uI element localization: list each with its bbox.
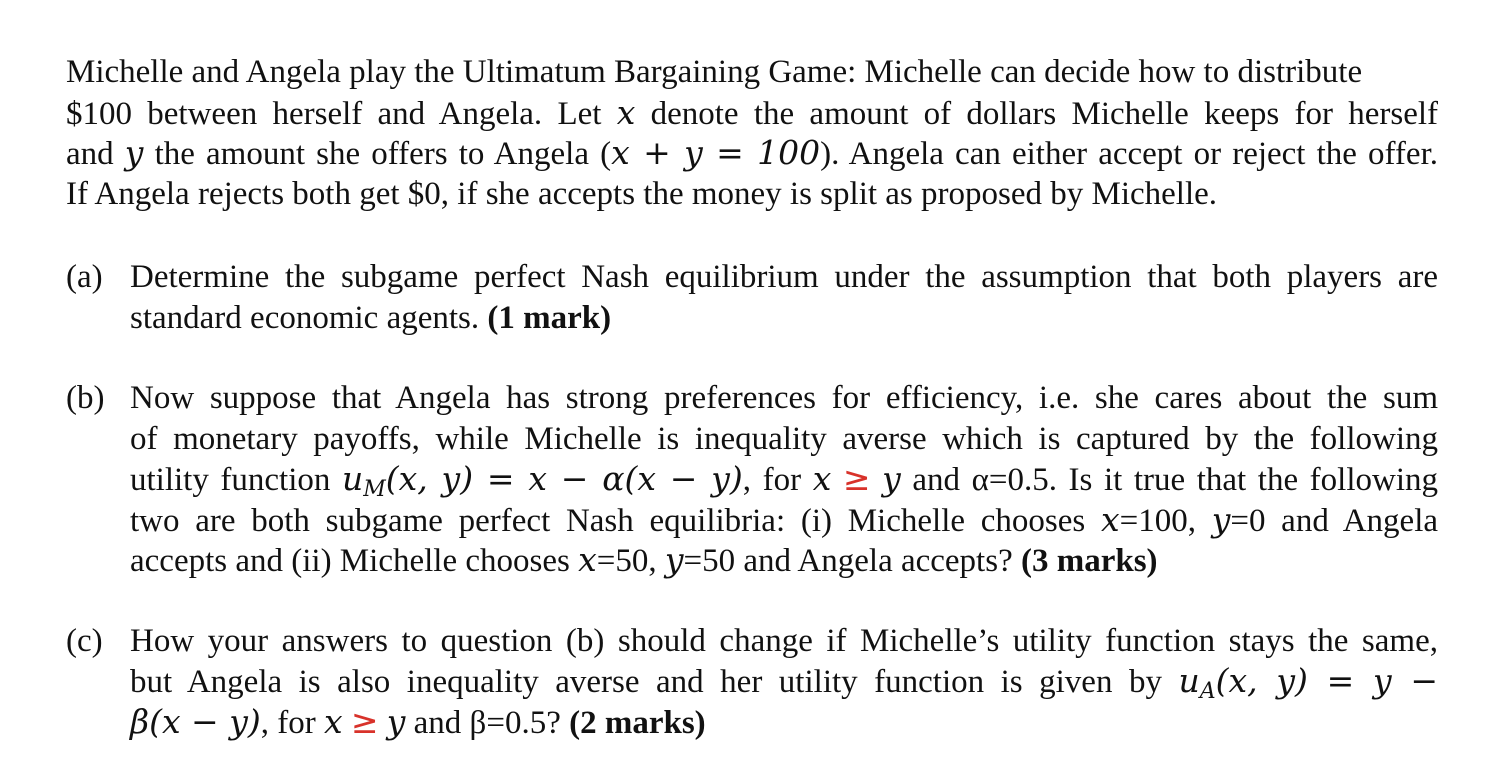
question-label: (b) [66, 380, 105, 416]
question-a-line-2: standard economic agents. (1 mark) [130, 299, 612, 336]
question-b-line-3: utility function $u_M(x$, y) = x − α(x − y), for x ≥ y and α=0.5. Is it true that the following [130, 459, 1439, 502]
math-x: x [616, 92, 636, 132]
math-y: y [124, 133, 144, 172]
question-c-line-3: β(x − y), for x ≥ y and β=0.5? (2 marks) [130, 701, 706, 741]
question-a-line-1: Determine the subgame perfect Nash equilibrium under the assumption that both players are [130, 259, 1438, 295]
utility-function-a: $u_A(x$, y) = y − [1178, 661, 1438, 704]
utility-function-m: $u_M(x$, y) = x − α(x − y) [341, 459, 743, 502]
intro-line-1: Michelle and Angela play the Ultimatum Bargaining Game: Michelle can decide how to distribute [66, 54, 1363, 90]
question-b-line-1: Now suppose that Angela has strong preferences for efficiency, i.e. she cares about the sum [130, 380, 1438, 416]
marks-label: (1 mark) [487, 299, 612, 336]
intro-line-4: If Angela rejects both get $0, if she accepts the money is split as proposed by Michelle. [66, 175, 1218, 212]
intro-paragraph [66, 52, 1438, 214]
question-b [66, 378, 1438, 581]
question-c-line-1: How your answers to question (b) should change if Michelle’s utility function stays the same, [130, 622, 1438, 659]
geq-symbol: ≥ [842, 459, 871, 498]
question-b-line-4: two are both subgame perfect Nash equilibria: (i) Michelle chooses x=100, y=0 and Angela [130, 499, 1439, 539]
question-b-line-5: accepts and (ii) Michelle chooses x=50, y=50 and Angela accepts? (3 marks) [130, 540, 1158, 579]
intro-line-2: $100 between herself and Angela. Let x denote the amount of dollars Michelle keeps for herself [66, 92, 1439, 132]
intro-line-3: and y the amount she offers to Angela (x + y = 100). Angela can either accept or reject the offer. [66, 133, 1438, 172]
question-label: (c) [66, 622, 103, 659]
math-equation: x + y = 100 [611, 133, 821, 172]
document-body [66, 52, 1438, 742]
question-c [66, 621, 1438, 743]
question-label: (a) [66, 259, 103, 295]
marks-label: (2 marks) [569, 704, 706, 741]
question-c-line-2: but Angela is also inequality averse and her utility function is given by $u_A(x$, y) = y − [130, 661, 1438, 704]
marks-label: (3 marks) [1020, 543, 1158, 579]
question-a [66, 257, 1438, 338]
question-b-line-2: of monetary payoffs, while Michelle is inequality averse which is captured by the following [130, 420, 1438, 457]
geq-symbol: ≥ [350, 701, 379, 741]
